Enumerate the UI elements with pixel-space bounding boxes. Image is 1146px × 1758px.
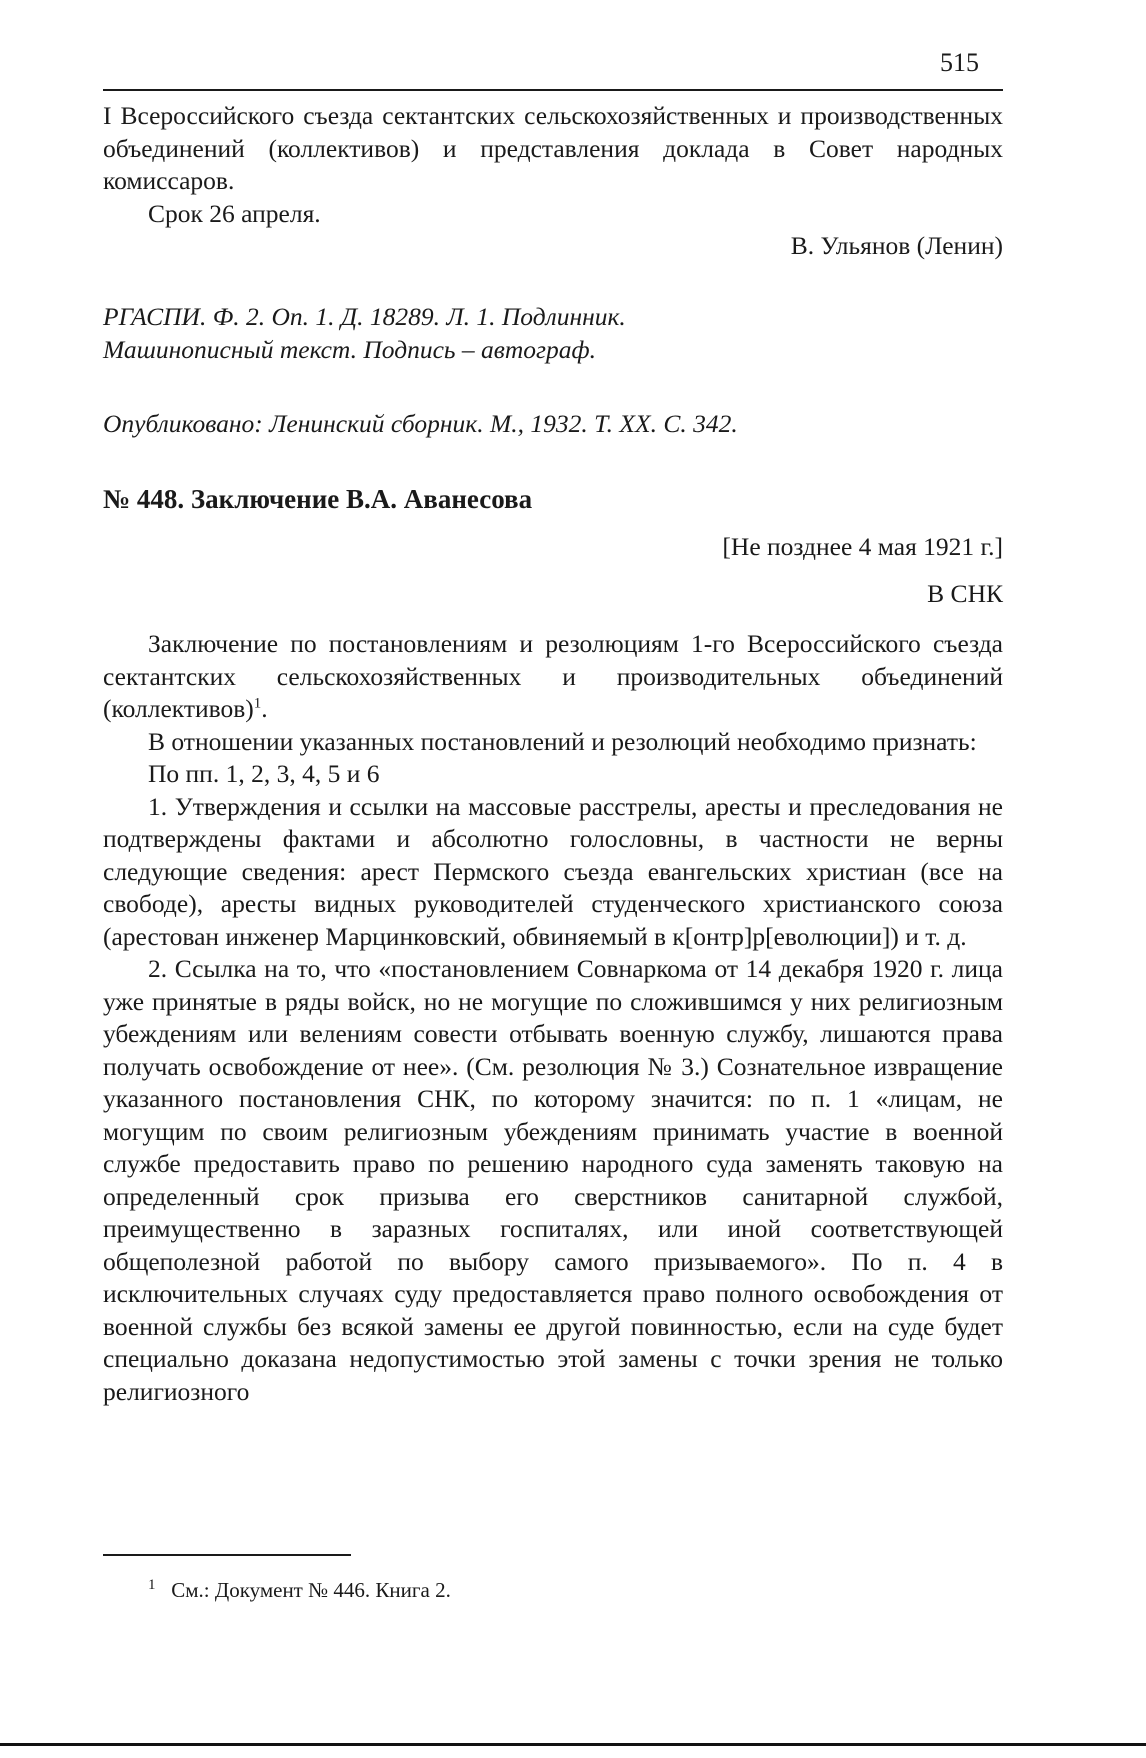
document-addressee: В СНК bbox=[927, 579, 1003, 608]
document-body bbox=[103, 628, 1003, 1408]
document-date: [Не позднее 4 мая 1921 г.] bbox=[722, 532, 1003, 561]
footnote-rule bbox=[103, 1554, 351, 1556]
page-number: 515 bbox=[940, 48, 979, 77]
intro-paragraph: I Всероссийского съезда сектантских сельскохозяйственных и производственных объединений (коллективов) и представления доклада в Совет народных комиссаров. bbox=[103, 101, 1003, 195]
footnote bbox=[148, 1576, 451, 1604]
bottom-edge-rule bbox=[0, 1743, 1146, 1746]
body-paragraph-4: 1. Утверждения и ссылки на массовые расстрелы, аресты и преследования не подтверждены фактами и абсолютно голословны, в частности не верны следующие сведения: арест Пермского съезда евангельских христиан (все на свободе), аресты видных руководителей студенческого христианского союза (арестован инженер Марцинковский, обвиняемый в к[онтр]р[еволюции]) и т. д. bbox=[103, 791, 1003, 951]
archive-reference bbox=[103, 301, 1003, 366]
header-rule bbox=[103, 89, 1003, 91]
body-paragraph-1 bbox=[103, 628, 1003, 726]
document-title: № 448. Заключение В.А. Аванесова bbox=[103, 484, 533, 514]
body-paragraph-2: В отношении указанных постановлений и резолюций необходимо признать: bbox=[148, 726, 977, 756]
published-reference: Опубликовано: Ленинский сборник. М., 1932. Т. XX. С. 342. bbox=[103, 409, 738, 438]
footnote-marker: 1 bbox=[148, 1577, 156, 1593]
footnote-text: См.: Документ № 446. Книга 2. bbox=[171, 1578, 451, 1602]
body-paragraph-3: По пп. 1, 2, 3, 4, 5 и 6 bbox=[148, 759, 380, 788]
body-paragraph-1-end: . bbox=[261, 694, 268, 723]
deadline-line: Срок 26 апреля. bbox=[148, 198, 321, 228]
archive-line-2: Машинописный текст. Подпись – автограф. bbox=[103, 334, 596, 364]
archive-line-1: РГАСПИ. Ф. 2. Оп. 1. Д. 18289. Л. 1. Подлинник. bbox=[103, 302, 626, 331]
body-paragraph-5: 2. Ссылка на то, что «постановлением Совнаркома от 14 декабря 1920 г. лица уже принятые в ряды войск, но не могущие по сложившимся у них религиозным убеждениям или велениям совести отбывать военную службу, лишаются права получать освобождение от нее». (См. резолюция № 3.) Сознательное извращение указанного постановления СНК, по которому значится: по п. 1 «лицам, не могущим по своим религиозным убеждениям принимать участие в военной службе предоставить право по решению народного суда заменять таковую на определенный срок призыва его сверстников санитарной службой, преимущественно в заразных госпиталях, или иной соответствующей общеполезной работой по выбору самого призываемого». По п. 4 в исключительных случаях суду предоставляется право полного освобождения от военной службы без всякой замены ее другой повинностью, если на суде будет специально доказана недопустимостью этой замены с точки зрения не только религиозного bbox=[103, 954, 1003, 1406]
body-paragraph-1-text: Заключение по постановлениям и резолюциям 1-го Всероссийского съезда сектантских сельскохозяйственных и производительных объединений (коллективов) bbox=[103, 629, 1003, 723]
intro-block bbox=[103, 100, 1003, 263]
footnote-reference: 1 bbox=[253, 695, 262, 712]
signature-line: В. Ульянов (Ленин) bbox=[790, 231, 1003, 260]
